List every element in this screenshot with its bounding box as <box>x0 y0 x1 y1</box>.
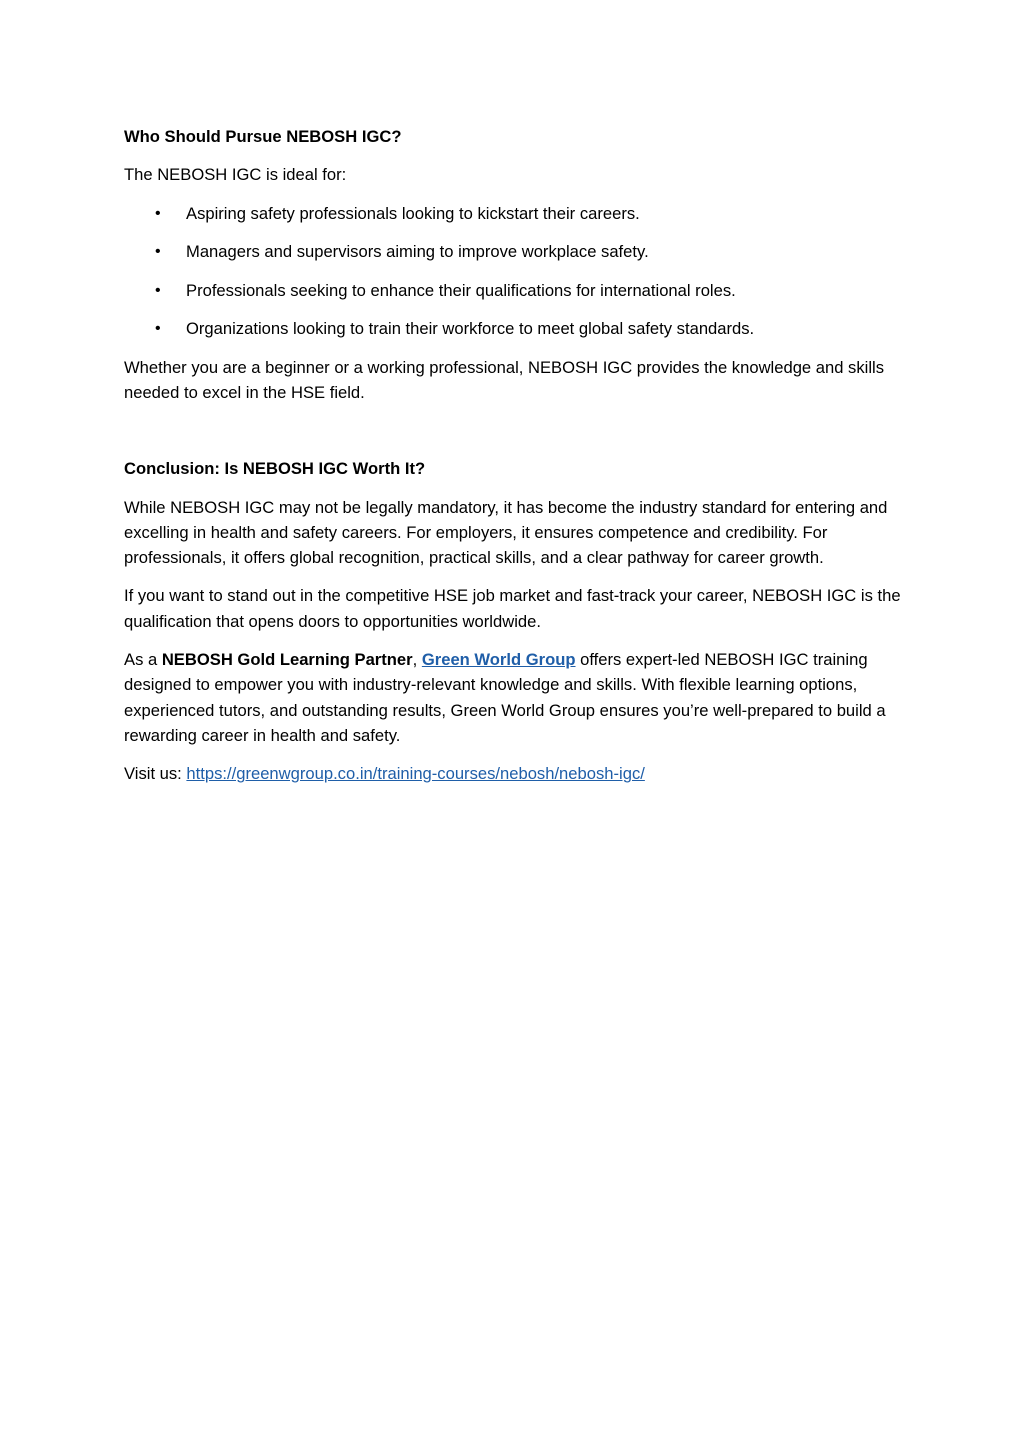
closing-paragraph: Whether you are a beginner or a working professional, NEBOSH IGC provides the knowledge and skills needed to excel in the HSE field. <box>124 357 885 402</box>
partner-name: NEBOSH Gold Learning Partner <box>161 650 413 670</box>
section-spacer <box>124 418 904 456</box>
partner-prefix: As a <box>124 650 162 670</box>
list-item-text: Professionals seeking to enhance their qualifications for international roles. <box>186 280 736 300</box>
audience-list <box>124 201 904 342</box>
list-item <box>124 278 904 303</box>
partner-rest: offers expert-led NEBOSH IGC training designed to empower you with industry-relevant knowledge and skills. With flexible learning options, experienced tutors, and outstanding results, Green World Group ensures you’re well-prepared to build a rewarding career in health and safety. <box>124 650 886 745</box>
list-item <box>124 239 904 264</box>
bullet-dot-icon: • <box>155 243 161 261</box>
intro-text: The NEBOSH IGC is ideal for: <box>124 165 347 185</box>
list-item <box>124 201 904 226</box>
visit-label: Visit us: <box>124 764 187 784</box>
bullet-dot-icon: • <box>155 204 161 222</box>
bullet-dot-icon: • <box>155 320 161 338</box>
section-heading-who-should-pursue: Who Should Pursue NEBOSH IGC? <box>124 127 402 146</box>
section-heading-conclusion: Conclusion: Is NEBOSH IGC Worth It? <box>124 459 426 479</box>
list-item-text: Managers and supervisors aiming to improve workplace safety. <box>186 242 649 262</box>
list-item-text: Organizations looking to train their workforce to meet global safety standards. <box>186 319 755 339</box>
bullet-dot-icon: • <box>155 281 161 299</box>
document-page <box>124 124 904 800</box>
partner-paragraph <box>124 647 904 748</box>
conclusion-paragraph-2: If you want to stand out in the competitive HSE job market and fast-track your career, NEBOSH IGC is the qualification that opens doors to opportunities worldwide. <box>124 586 901 631</box>
visit-paragraph <box>124 761 904 786</box>
list-item <box>124 316 904 341</box>
conclusion-paragraph-1: While NEBOSH IGC may not be legally mandatory, it has become the industry standard for entering and excelling in health and safety careers. For employers, it ensures competence and credibility. For professionals, it offers global recognition, practical skills, and a clear pathway for career growth. <box>124 497 888 568</box>
green-world-group-link[interactable]: Green World Group <box>421 650 576 670</box>
partner-comma: , <box>412 650 422 670</box>
course-url-link[interactable]: https://greenwgroup.co.in/training-courses/nebosh/nebosh-igc/ <box>186 764 645 784</box>
list-item-text: Aspiring safety professionals looking to kickstart their careers. <box>186 203 640 223</box>
